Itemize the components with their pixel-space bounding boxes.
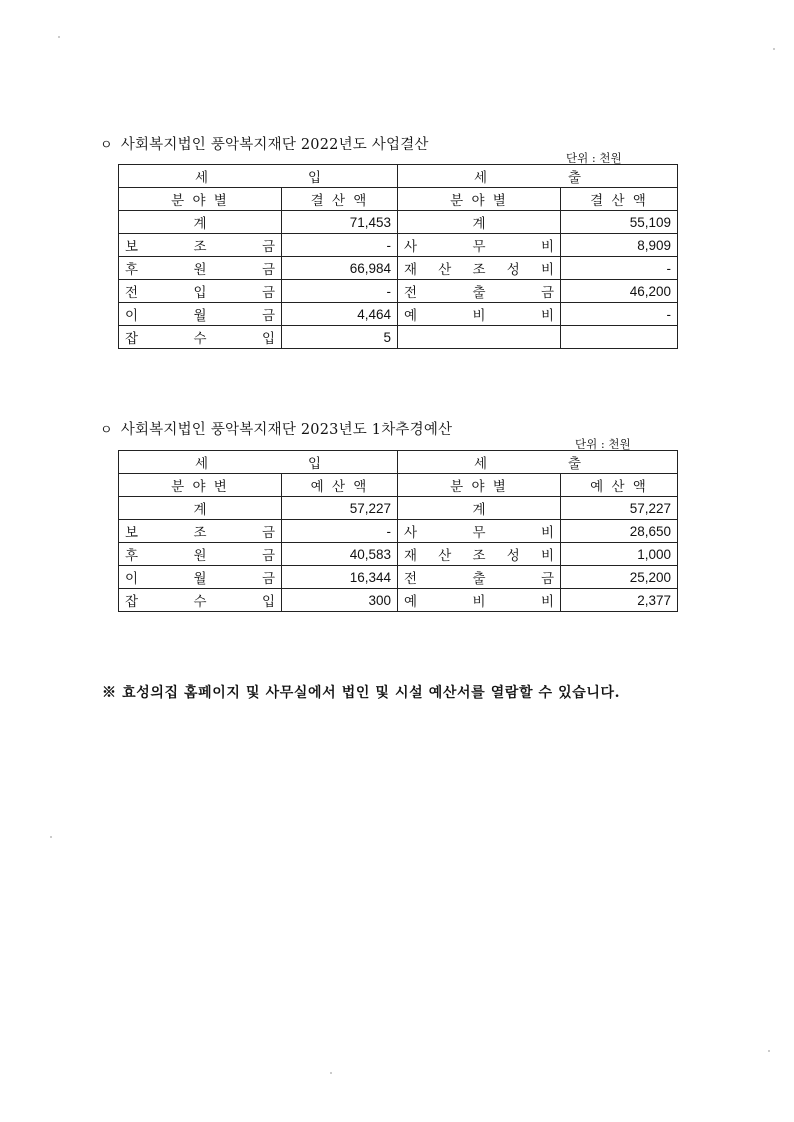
scan-speck <box>58 36 60 38</box>
label-char: 출 <box>567 170 581 186</box>
column-header-row <box>119 188 678 211</box>
income-value: 300 <box>282 589 398 612</box>
label-char: 원 <box>193 262 207 278</box>
label-char: 금 <box>261 571 275 587</box>
category-header: 분 야 별 <box>119 188 282 211</box>
label-char: 비 <box>540 262 554 278</box>
label-char: 잡 <box>125 594 139 610</box>
label-char: 수 <box>193 594 207 610</box>
expense-header <box>398 165 678 188</box>
expense-category <box>398 280 561 303</box>
section2-title: ㅇ 사회복지법인 풍악복지재단 2023년도 1차추경예산 <box>100 422 453 438</box>
section2-unit: 단위 : 천원 <box>575 437 631 451</box>
income-category <box>119 543 282 566</box>
income-value: - <box>282 520 398 543</box>
label-char: 전 <box>125 285 139 301</box>
label-char: 금 <box>261 262 275 278</box>
label-char: 세 <box>195 170 209 186</box>
label-char: 성 <box>506 262 520 278</box>
scan-speck <box>330 1072 332 1074</box>
table-row <box>119 257 678 280</box>
table-row <box>119 566 678 589</box>
label-char: 월 <box>193 308 207 324</box>
label-char: 보 <box>125 525 139 541</box>
label-char: 예 <box>404 594 418 610</box>
income-header <box>119 451 398 474</box>
bullet-icon: ㅇ <box>100 423 113 438</box>
label-char: 세 <box>474 456 488 472</box>
income-value: - <box>282 280 398 303</box>
budget-table-2023 <box>118 450 678 612</box>
scan-speck <box>50 836 52 838</box>
amount-header: 예 산 액 <box>561 474 678 497</box>
expense-category <box>398 566 561 589</box>
label-char: 입 <box>307 170 321 186</box>
settlement-table-2022 <box>118 164 678 349</box>
label-char: 입 <box>261 594 275 610</box>
income-header <box>119 165 398 188</box>
total-row <box>119 211 678 234</box>
bullet-icon: ㅇ <box>100 138 113 153</box>
expense-category <box>398 543 561 566</box>
income-value: 4,464 <box>282 303 398 326</box>
income-value: 66,984 <box>282 257 398 280</box>
label-char: 입 <box>261 331 275 347</box>
label-char: 금 <box>261 239 275 255</box>
label-char: 무 <box>472 525 486 541</box>
total-label: 계 <box>398 497 561 520</box>
label-char: 재 <box>404 262 418 278</box>
total-label: 계 <box>398 211 561 234</box>
column-header-row <box>119 474 678 497</box>
income-category <box>119 257 282 280</box>
expense-header <box>398 451 678 474</box>
scan-speck <box>773 48 775 50</box>
label-char: 후 <box>125 262 139 278</box>
label-char: 성 <box>506 548 520 564</box>
total-expense-value: 57,227 <box>561 497 678 520</box>
label-char: 비 <box>540 308 554 324</box>
label-char: 비 <box>540 594 554 610</box>
footnote: ※ 효성의집 홈페이지 및 사무실에서 법인 및 시설 예산서를 열람할 수 있습니다. <box>102 685 621 701</box>
expense-value: 25,200 <box>561 566 678 589</box>
label-char: 전 <box>404 285 418 301</box>
total-label: 계 <box>119 497 282 520</box>
category-header: 분 야 변 <box>119 474 282 497</box>
label-char: 원 <box>193 548 207 564</box>
label-char: 무 <box>472 239 486 255</box>
expense-category <box>398 303 561 326</box>
label-char: 금 <box>261 308 275 324</box>
label-char: 금 <box>261 525 275 541</box>
total-income-value: 71,453 <box>282 211 398 234</box>
amount-header: 결 산 액 <box>561 188 678 211</box>
table-row <box>119 543 678 566</box>
label-char: 비 <box>540 239 554 255</box>
expense-value: - <box>561 303 678 326</box>
income-value: 40,583 <box>282 543 398 566</box>
income-value: 16,344 <box>282 566 398 589</box>
label-char: 조 <box>193 525 207 541</box>
header-row <box>119 165 678 188</box>
total-income-value: 57,227 <box>282 497 398 520</box>
label-char: 세 <box>195 456 209 472</box>
category-header: 분 야 별 <box>398 188 561 211</box>
label-char: 이 <box>125 571 139 587</box>
income-category <box>119 234 282 257</box>
label-char: 사 <box>404 239 418 255</box>
expense-value: 46,200 <box>561 280 678 303</box>
table-row <box>119 234 678 257</box>
label-char: 입 <box>193 285 207 301</box>
income-category <box>119 280 282 303</box>
expense-category <box>398 589 561 612</box>
label-char: 수 <box>193 331 207 347</box>
label-char: 금 <box>261 548 275 564</box>
total-row <box>119 497 678 520</box>
expense-category <box>398 234 561 257</box>
label-char: 월 <box>193 571 207 587</box>
label-char: 비 <box>472 594 486 610</box>
label-char: 보 <box>125 239 139 255</box>
total-expense-value: 55,109 <box>561 211 678 234</box>
label-char: 금 <box>540 285 554 301</box>
income-category <box>119 303 282 326</box>
table-row <box>119 326 678 349</box>
label-char: 산 <box>438 262 452 278</box>
expense-value: 2,377 <box>561 589 678 612</box>
label-char: 세 <box>474 170 488 186</box>
expense-category <box>398 257 561 280</box>
income-category <box>119 589 282 612</box>
income-category <box>119 326 282 349</box>
income-value: 5 <box>282 326 398 349</box>
label-char: 출 <box>472 285 486 301</box>
label-char: 후 <box>125 548 139 564</box>
table-row <box>119 520 678 543</box>
label-char: 재 <box>404 548 418 564</box>
header-row <box>119 451 678 474</box>
label-char: 잡 <box>125 331 139 347</box>
label-char: 예 <box>404 308 418 324</box>
label-char: 금 <box>261 285 275 301</box>
income-category <box>119 566 282 589</box>
label-char: 비 <box>540 525 554 541</box>
amount-header: 결 산 액 <box>282 188 398 211</box>
category-header: 분 야 별 <box>398 474 561 497</box>
expense-value: 1,000 <box>561 543 678 566</box>
label-char: 비 <box>540 548 554 564</box>
expense-value: - <box>561 257 678 280</box>
label-char: 금 <box>540 571 554 587</box>
label-char: 조 <box>472 548 486 564</box>
label-char: 조 <box>472 262 486 278</box>
table-row <box>119 303 678 326</box>
table-row <box>119 280 678 303</box>
total-label: 계 <box>119 211 282 234</box>
section1-title: ㅇ 사회복지법인 풍악복지재단 2022년도 사업결산 <box>100 137 429 153</box>
label-char: 비 <box>472 308 486 324</box>
expense-category <box>398 326 561 349</box>
expense-category <box>398 520 561 543</box>
expense-value: 8,909 <box>561 234 678 257</box>
scan-speck <box>768 1050 770 1052</box>
label-char: 조 <box>193 239 207 255</box>
expense-value <box>561 326 678 349</box>
label-char: 전 <box>404 571 418 587</box>
income-value: - <box>282 234 398 257</box>
label-char: 출 <box>567 456 581 472</box>
label-char: 산 <box>438 548 452 564</box>
income-category <box>119 520 282 543</box>
section1-unit: 단위 : 천원 <box>566 151 622 165</box>
label-char: 이 <box>125 308 139 324</box>
label-char: 출 <box>472 571 486 587</box>
label-char: 입 <box>307 456 321 472</box>
expense-value: 28,650 <box>561 520 678 543</box>
table-row <box>119 589 678 612</box>
label-char: 사 <box>404 525 418 541</box>
amount-header: 예 산 액 <box>282 474 398 497</box>
